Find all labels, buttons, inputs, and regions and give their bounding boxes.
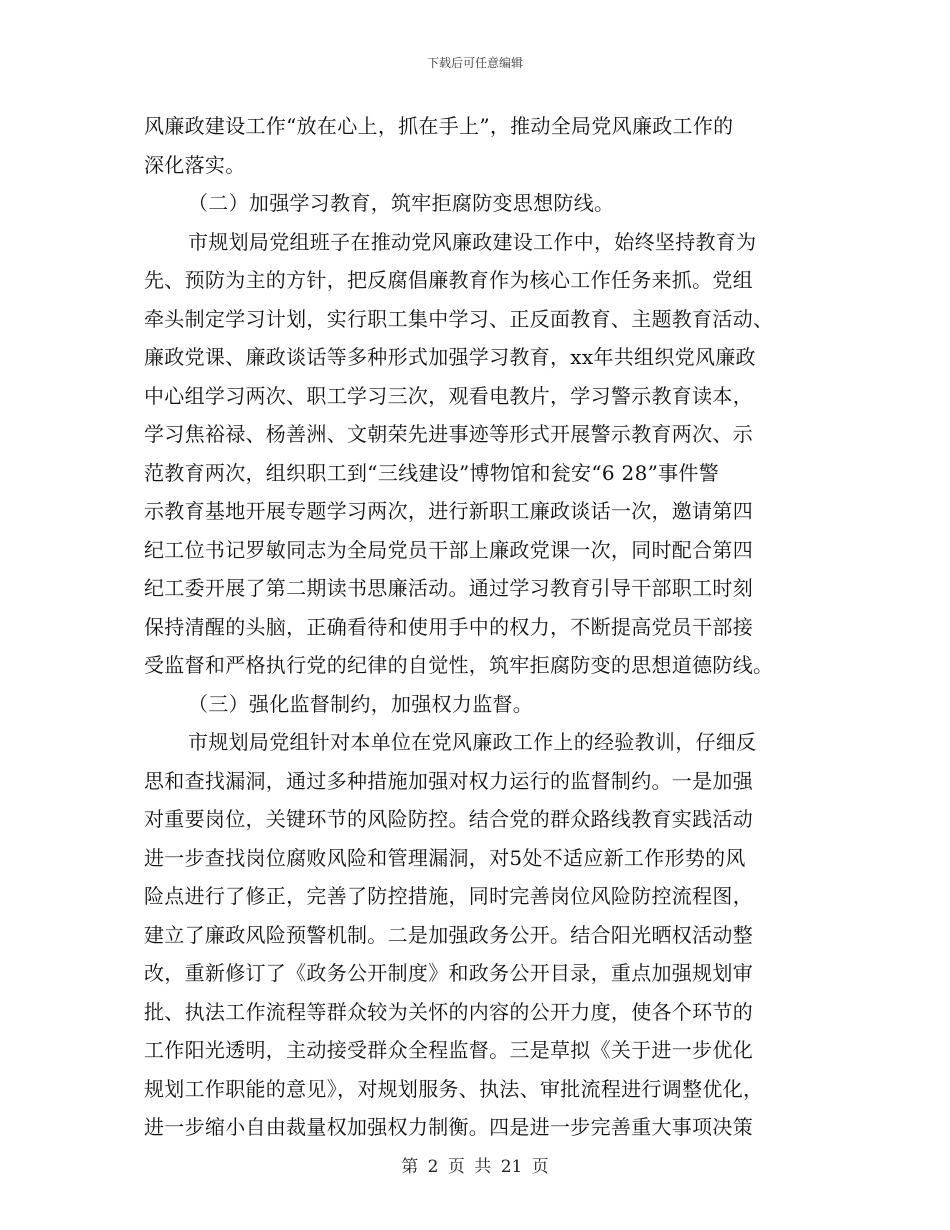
body-line: 先、预防为主的方针，把反腐倡廉教育作为核心工作任务来抓。党组 <box>144 268 753 292</box>
body-line: 险点进行了修正，完善了防控措施，同时完善岗位风险防控流程图， <box>144 884 753 908</box>
body-line: 进一步缩小自由裁量权加强权力制衡。四是进一步完善重大事项决策 <box>144 1115 753 1139</box>
body-line: 纪工位书记罗敏同志为全局党员干部上廉政党课一次，同时配合第四 <box>144 537 753 562</box>
body-line: 保持清醒的头脑，正确看待和使用手中的权力，不断提高党员干部接 <box>144 614 753 639</box>
body-line: 进一步查找岗位腐败风险和管理漏洞，对5处不适应新工作形势的风 <box>144 845 746 870</box>
body-line: 牵头制定学习计划，实行职工集中学习、正反面教育、主题教育活动、 <box>144 306 774 331</box>
page-footer: 第 2 页 共 21 页 <box>401 1157 549 1177</box>
body-line: 市规划局党组针对本单位在党风廉政工作上的经验教训，仔细反 <box>188 730 757 754</box>
body-line: 廉政党课、廉政谈话等多种形式加强学习教育，xx年共组织党风廉政 <box>144 345 756 369</box>
body-line: 学习焦裕禄、杨善洲、文朝荣先进事迹等形式开展警示教育两次、示 <box>144 422 753 446</box>
body-line: （三）强化监督制约，加强权力监督。 <box>188 691 534 716</box>
body-line: 思和查找漏洞，通过多种措施加强对权力运行的监督制约。一是加强 <box>144 768 753 793</box>
body-line: 市规划局党组班子在推动党风廉政建设工作中，始终坚持教育为 <box>188 229 757 254</box>
body-line: 受监督和严格执行党的纪律的自觉性，筑牢拒腐防变的思想道德防线。 <box>144 653 774 677</box>
body-line: 中心组学习两次、职工学习三次，观看电教片，学习警示教育读本， <box>144 383 753 408</box>
body-line: 对重要岗位，关键环节的风险防控。结合党的群众路线教育实践活动 <box>144 807 753 831</box>
body-line: 工作阳光透明，主动接受群众全程监督。三是草拟《关于进一步优化 <box>144 1038 753 1062</box>
body-line: 风廉政建设工作“放在心上，抓在手上”，推动全局党风廉政工作的 <box>144 114 734 138</box>
body-line: 示教育基地开展专题学习两次，进行新职工廉政谈话一次，邀请第四 <box>144 499 753 523</box>
body-line: 深化落实。 <box>144 152 246 177</box>
body-line: 纪工委开展了第二期读书思廉活动。通过学习教育引导干部职工时刻 <box>144 576 753 600</box>
page-header: 下载后可任意编辑 <box>426 56 523 70</box>
body-line: 规划工作职能的意见》，对规划服务、执法、审批流程进行调整优化， <box>144 1076 764 1101</box>
body-line: 范教育两次，组织职工到“三线建设”博物馆和瓮安“6 28”事件警 <box>144 460 720 485</box>
body-line: 改，重新修订了《政务公开制度》和政务公开目录，重点加强规划审 <box>144 961 753 985</box>
body-line: 建立了廉政风险预警机制。二是加强政务公开。结合阳光晒权活动整 <box>144 922 753 947</box>
body-line: 批、执法工作流程等群众较为关怀的内容的公开力度，使各个环节的 <box>144 999 753 1024</box>
document-body <box>144 107 809 1147</box>
body-line: （二）加强学习教育，筑牢拒腐防变思想防线。 <box>188 191 615 215</box>
